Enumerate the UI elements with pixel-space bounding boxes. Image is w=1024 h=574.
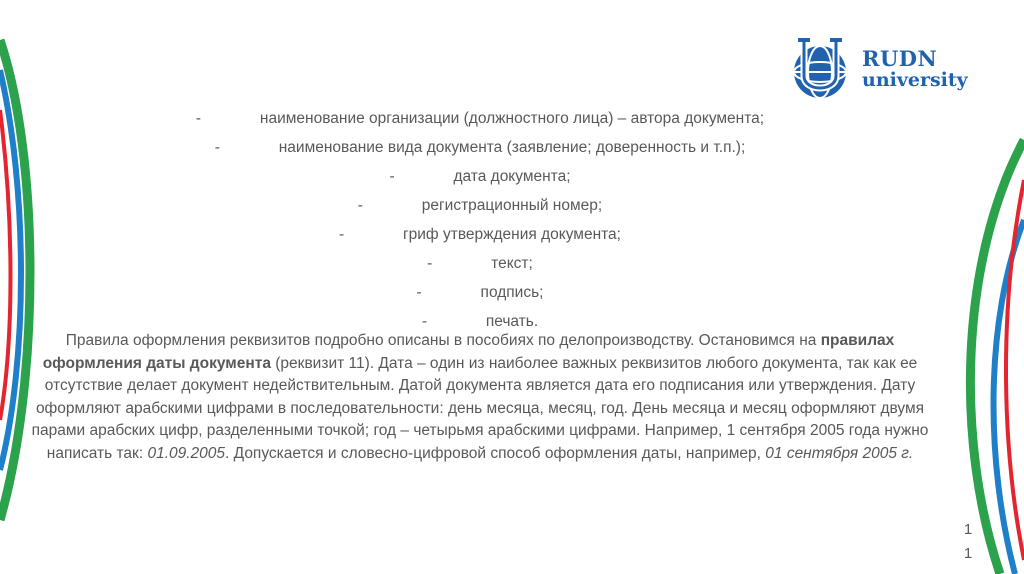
requisite-item	[60, 249, 900, 278]
requisite-text: текст;	[491, 255, 533, 272]
list-dash: -	[357, 197, 363, 214]
paragraph-mid2: . Допускается и словесно-цифровой способ оформления даты, например,	[225, 444, 766, 462]
paragraph-mid: (реквизит 11). Дата – один из наиболее важных реквизитов любого документа, так как ее отсутствие делает документ недействительным. Датой документа является дата его подписания или утверждения. Дату оформляют арабскими цифрами в последовательности: день месяца, месяц, год. День месяца и месяц оформляют двумя парами арабских цифр, разделенными точкой; год – четырьмя арабскими цифрами. Например, 1 сентября 2005 года нужно написать так:	[31, 354, 929, 462]
requisite-text: гриф утверждения документа;	[403, 226, 621, 243]
list-dash: -	[195, 110, 202, 127]
paragraph-example-verbal-date: 01 сентября 2005 г.	[765, 444, 914, 462]
page-number: 11	[963, 521, 973, 562]
requisite-text: наименование организации (должностного лица) – автора документа;	[259, 110, 765, 127]
rudn-logo	[790, 36, 990, 106]
requisite-text: подпись;	[480, 284, 544, 301]
list-dash: -	[416, 284, 422, 301]
list-dash: -	[421, 313, 427, 330]
logo-line-university: university	[862, 69, 968, 91]
list-dash: -	[389, 168, 395, 185]
requisite-item	[60, 278, 900, 307]
paragraph-bold: правилах оформления даты документа	[42, 332, 895, 372]
requisite-item	[60, 191, 900, 220]
logo-line-rudn: RUDN	[862, 46, 938, 71]
requisite-text: дата документа;	[453, 168, 571, 185]
requisite-item	[60, 162, 900, 191]
requisite-text: регистрационный номер;	[421, 197, 603, 214]
requisite-item	[60, 133, 900, 162]
requisite-text: наименование вида документа (заявление; доверенность и т.п.);	[278, 139, 746, 156]
list-dash: -	[339, 226, 345, 243]
list-dash: -	[427, 255, 433, 272]
logo-text	[862, 48, 968, 90]
requisite-item	[60, 220, 900, 249]
requisites-list	[60, 104, 900, 336]
paragraph-intro: Правила оформления реквизитов подробно описаны в пособиях по делопроизводству. Остановимся на	[65, 332, 821, 349]
paragraph-example-date: 01.09.2005	[147, 444, 226, 462]
requisite-item	[60, 104, 900, 133]
requisite-text: печать.	[485, 313, 539, 330]
left-red-stripe	[0, 110, 11, 420]
right-red-stripe	[1006, 180, 1024, 560]
rudn-globe-icon	[790, 36, 852, 102]
body-paragraph	[20, 330, 940, 465]
list-dash: -	[214, 139, 220, 156]
